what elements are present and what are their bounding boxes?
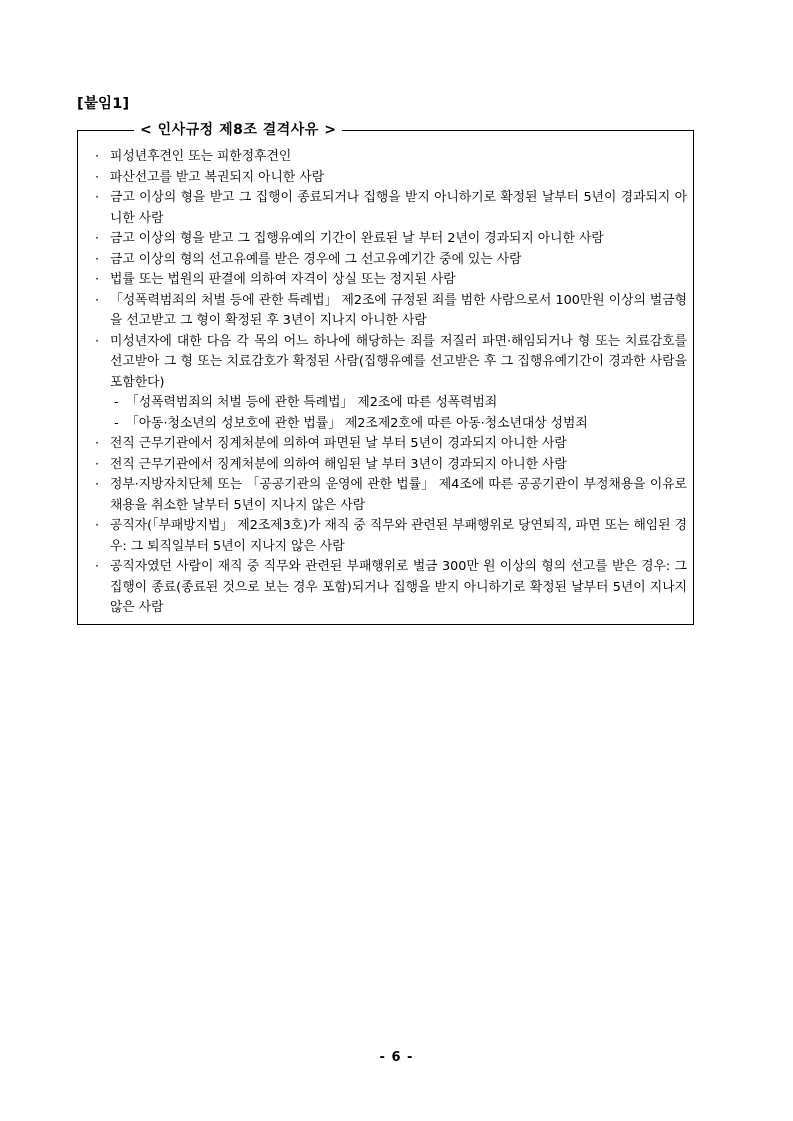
list-item	[95, 229, 687, 250]
page-number: - 6 -	[379, 1050, 414, 1065]
list-item-text: 금고 이상의 형을 받고 그 집행이 종료되거나 집행을 받지 아니하기로 확정된 날부터 5년이 경과되지 아니한 사람	[110, 190, 687, 226]
bullet-icon: ·	[95, 231, 100, 246]
bullet-icon: ·	[95, 190, 100, 205]
sub-list-item-text: 「아동·청소년의 성보호에 관한 법률」 제2조제2호에 따른 아동·청소년대상 성범죄	[126, 415, 588, 431]
bullet-icon: ·	[95, 149, 100, 164]
bullet-icon: ·	[95, 333, 100, 349]
list-item-text: 「성폭력범죄의 처벌 등에 관한 특례법」 제2조에 규정된 죄를 범한 사람으로서 100만원 이상의 벌금형을 선고받고 그 형이 확정된 후 3년이 지나지 아니한 사람	[110, 292, 687, 328]
list-item	[95, 188, 687, 229]
bullet-icon: ·	[95, 251, 100, 267]
box-title: < 인사규정 제8조 결격사유 >	[134, 121, 342, 139]
list-item-text: 피성년후견인 또는 피한정후견인	[110, 149, 292, 164]
list-item-text: 금고 이상의 형을 받고 그 집행유예의 기간이 완료된 날 부터 2년이 경과되지 아니한 사람	[110, 231, 604, 246]
list-item	[95, 332, 687, 394]
bullet-icon: ·	[95, 477, 100, 492]
list-item-text: 공직자였던 사람이 재직 중 직무와 관련된 부패행위로 벌금 300만 원 이상의 형의 선고를 받은 경우: 그 집행이 종료(종료된 것으로 보는 경우 포함)되거나 집행을 받지 아니하기로 확정된 날부터 5년이 지나지 않은 사람	[110, 559, 687, 615]
bullet-icon: ·	[95, 272, 100, 287]
bullet-icon: ·	[95, 292, 100, 308]
bullet-icon: ·	[95, 456, 100, 472]
list-item-text: 공직자(「부패방지법」 제2조제3호)가 재직 중 직무와 관련된 부패행위로 당연퇴직, 파면 또는 해임된 경우: 그 퇴직일부터 5년이 지나지 않은 사람	[110, 518, 687, 554]
bullet-icon: ·	[95, 559, 100, 574]
list-item	[95, 557, 687, 619]
list-item-text: 정부·지방자치단체 또는 「공공기관의 운영에 관한 법률」 제4조에 따른 공공기관이 부정채용을 이유로 채용을 취소한 날부터 5년이 지나지 않은 사람	[110, 477, 687, 513]
list-item	[95, 250, 687, 271]
list-item-text: 미성년자에 대한 다음 각 목의 어느 하나에 해당하는 죄를 저질러 파면·해임되거나 형 또는 치료감호를 선고받아 그 형 또는 치료감호가 확정된 사람(집행유예를 선고받은 후 그 집행유예기간이 경과한 사람을 포함한다)	[110, 333, 687, 390]
bullet-icon: ·	[95, 436, 100, 451]
list-item-text: 전직 근무기관에서 징계처분에 의하여 파면된 날 부터 5년이 경과되지 아니한 사람	[110, 436, 567, 451]
list-item-text: 금고 이상의 형의 선고유예를 받은 경우에 그 선고유예기간 중에 있는 사람	[110, 251, 522, 267]
list-item	[95, 516, 687, 557]
sub-list-item-text: 「성폭력범죄의 처벌 등에 관한 특례법」 제2조에 따른 성폭력범죄	[126, 395, 498, 410]
sub-list-item	[95, 414, 687, 435]
disqualification-list	[95, 147, 687, 619]
list-item	[95, 291, 687, 332]
dash-icon: -	[114, 395, 119, 410]
bullet-icon: ·	[95, 518, 100, 533]
list-item	[95, 147, 687, 168]
list-item	[95, 168, 687, 189]
attachment-label: [붙임1]	[77, 96, 130, 112]
dash-icon: -	[114, 415, 119, 431]
list-item-text: 파산선고를 받고 복권되지 아니한 사람	[110, 169, 325, 185]
list-item	[95, 455, 687, 476]
list-item	[95, 270, 687, 291]
list-item-text: 전직 근무기관에서 징계처분에 의하여 해임된 날 부터 3년이 경과되지 아니한 사람	[110, 456, 567, 472]
bullet-icon: ·	[95, 169, 100, 185]
list-item	[95, 434, 687, 455]
sub-list-item	[95, 393, 687, 414]
list-item-text: 법률 또는 법원의 판결에 의하여 자격이 상실 또는 정지된 사람	[110, 272, 456, 287]
list-item	[95, 475, 687, 516]
